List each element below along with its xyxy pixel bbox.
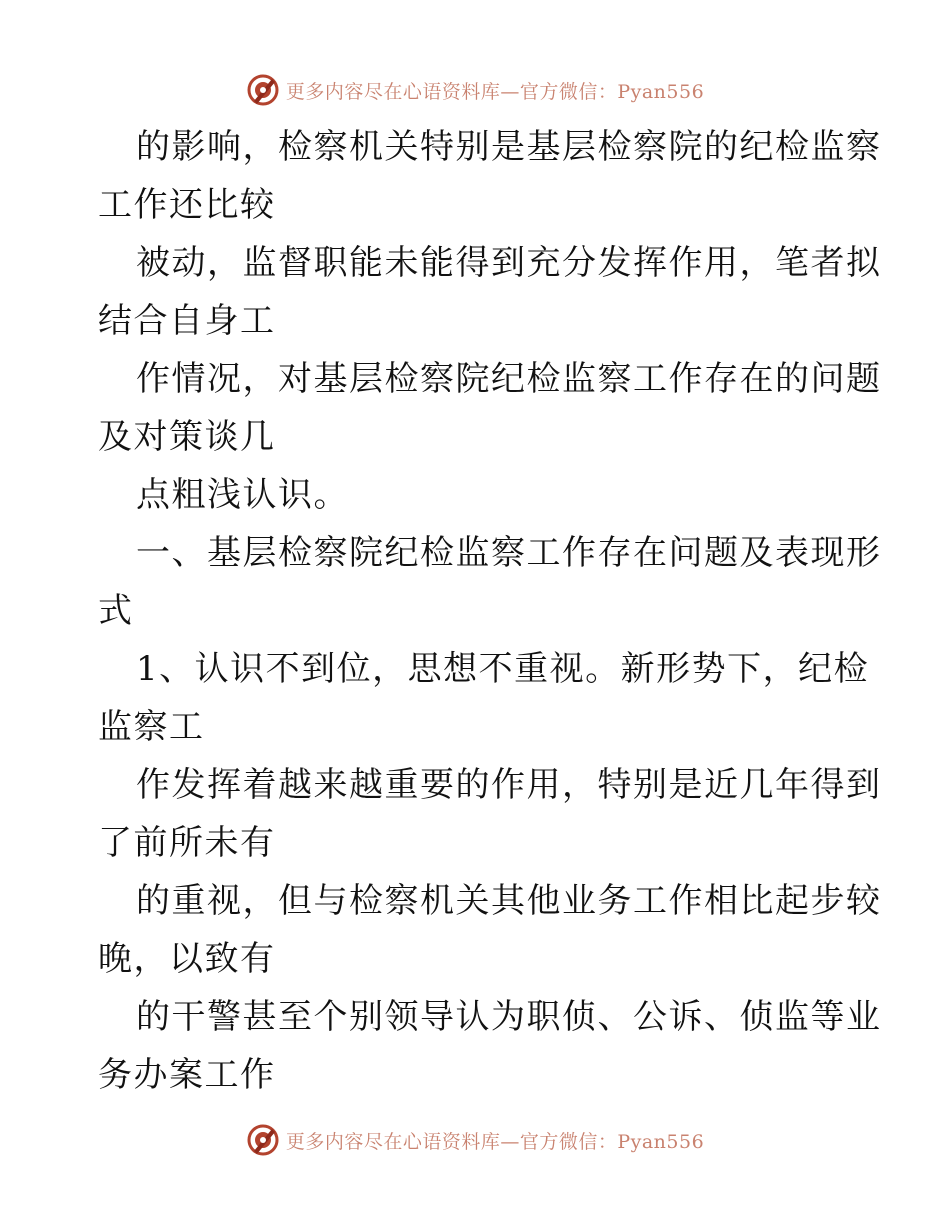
body-line: 式 [98,591,134,631]
body-line: 点粗浅认识。 [136,475,349,515]
header-banner-text: 更多内容尽在心语资料库—官方微信：Pyan556 [285,80,705,103]
quill-seal-icon [246,73,280,107]
body-line: 一、基层检察院纪检监察工作存在问题及表现形 [136,533,882,573]
body-line: 的影响，检察机关特别是基层检察院的纪检监察 [136,127,882,167]
body-line: 作情况，对基层检察院纪检监察工作存在的问题 [136,359,882,399]
body-line: 的干警甚至个别领导认为职侦、公诉、侦监等业 [136,997,882,1037]
body-line: 晚，以致有 [98,939,276,979]
body-line: 及对策谈几 [98,417,276,457]
body-line: 1、认识不到位，思想不重视。新形势下，纪检 [136,649,870,689]
footer-banner-text: 更多内容尽在心语资料库—官方微信：Pyan556 [285,1130,705,1153]
quill-seal-icon [246,1123,280,1157]
body-line: 结合自身工 [98,301,276,341]
body-line: 工作还比较 [98,185,276,225]
body-line: 的重视，但与检察机关其他业务工作相比起步较 [136,881,882,921]
body-line: 务办案工作 [98,1055,276,1095]
header-banner [0,70,950,110]
body-line: 监察工 [98,707,205,747]
body-line: 作发挥着越来越重要的作用，特别是近几年得到 [136,765,882,805]
body-line: 了前所未有 [98,823,276,863]
footer-banner [0,1120,950,1160]
document-body [98,118,882,1104]
body-line: 被动，监督职能未能得到充分发挥作用，笔者拟 [136,243,882,283]
